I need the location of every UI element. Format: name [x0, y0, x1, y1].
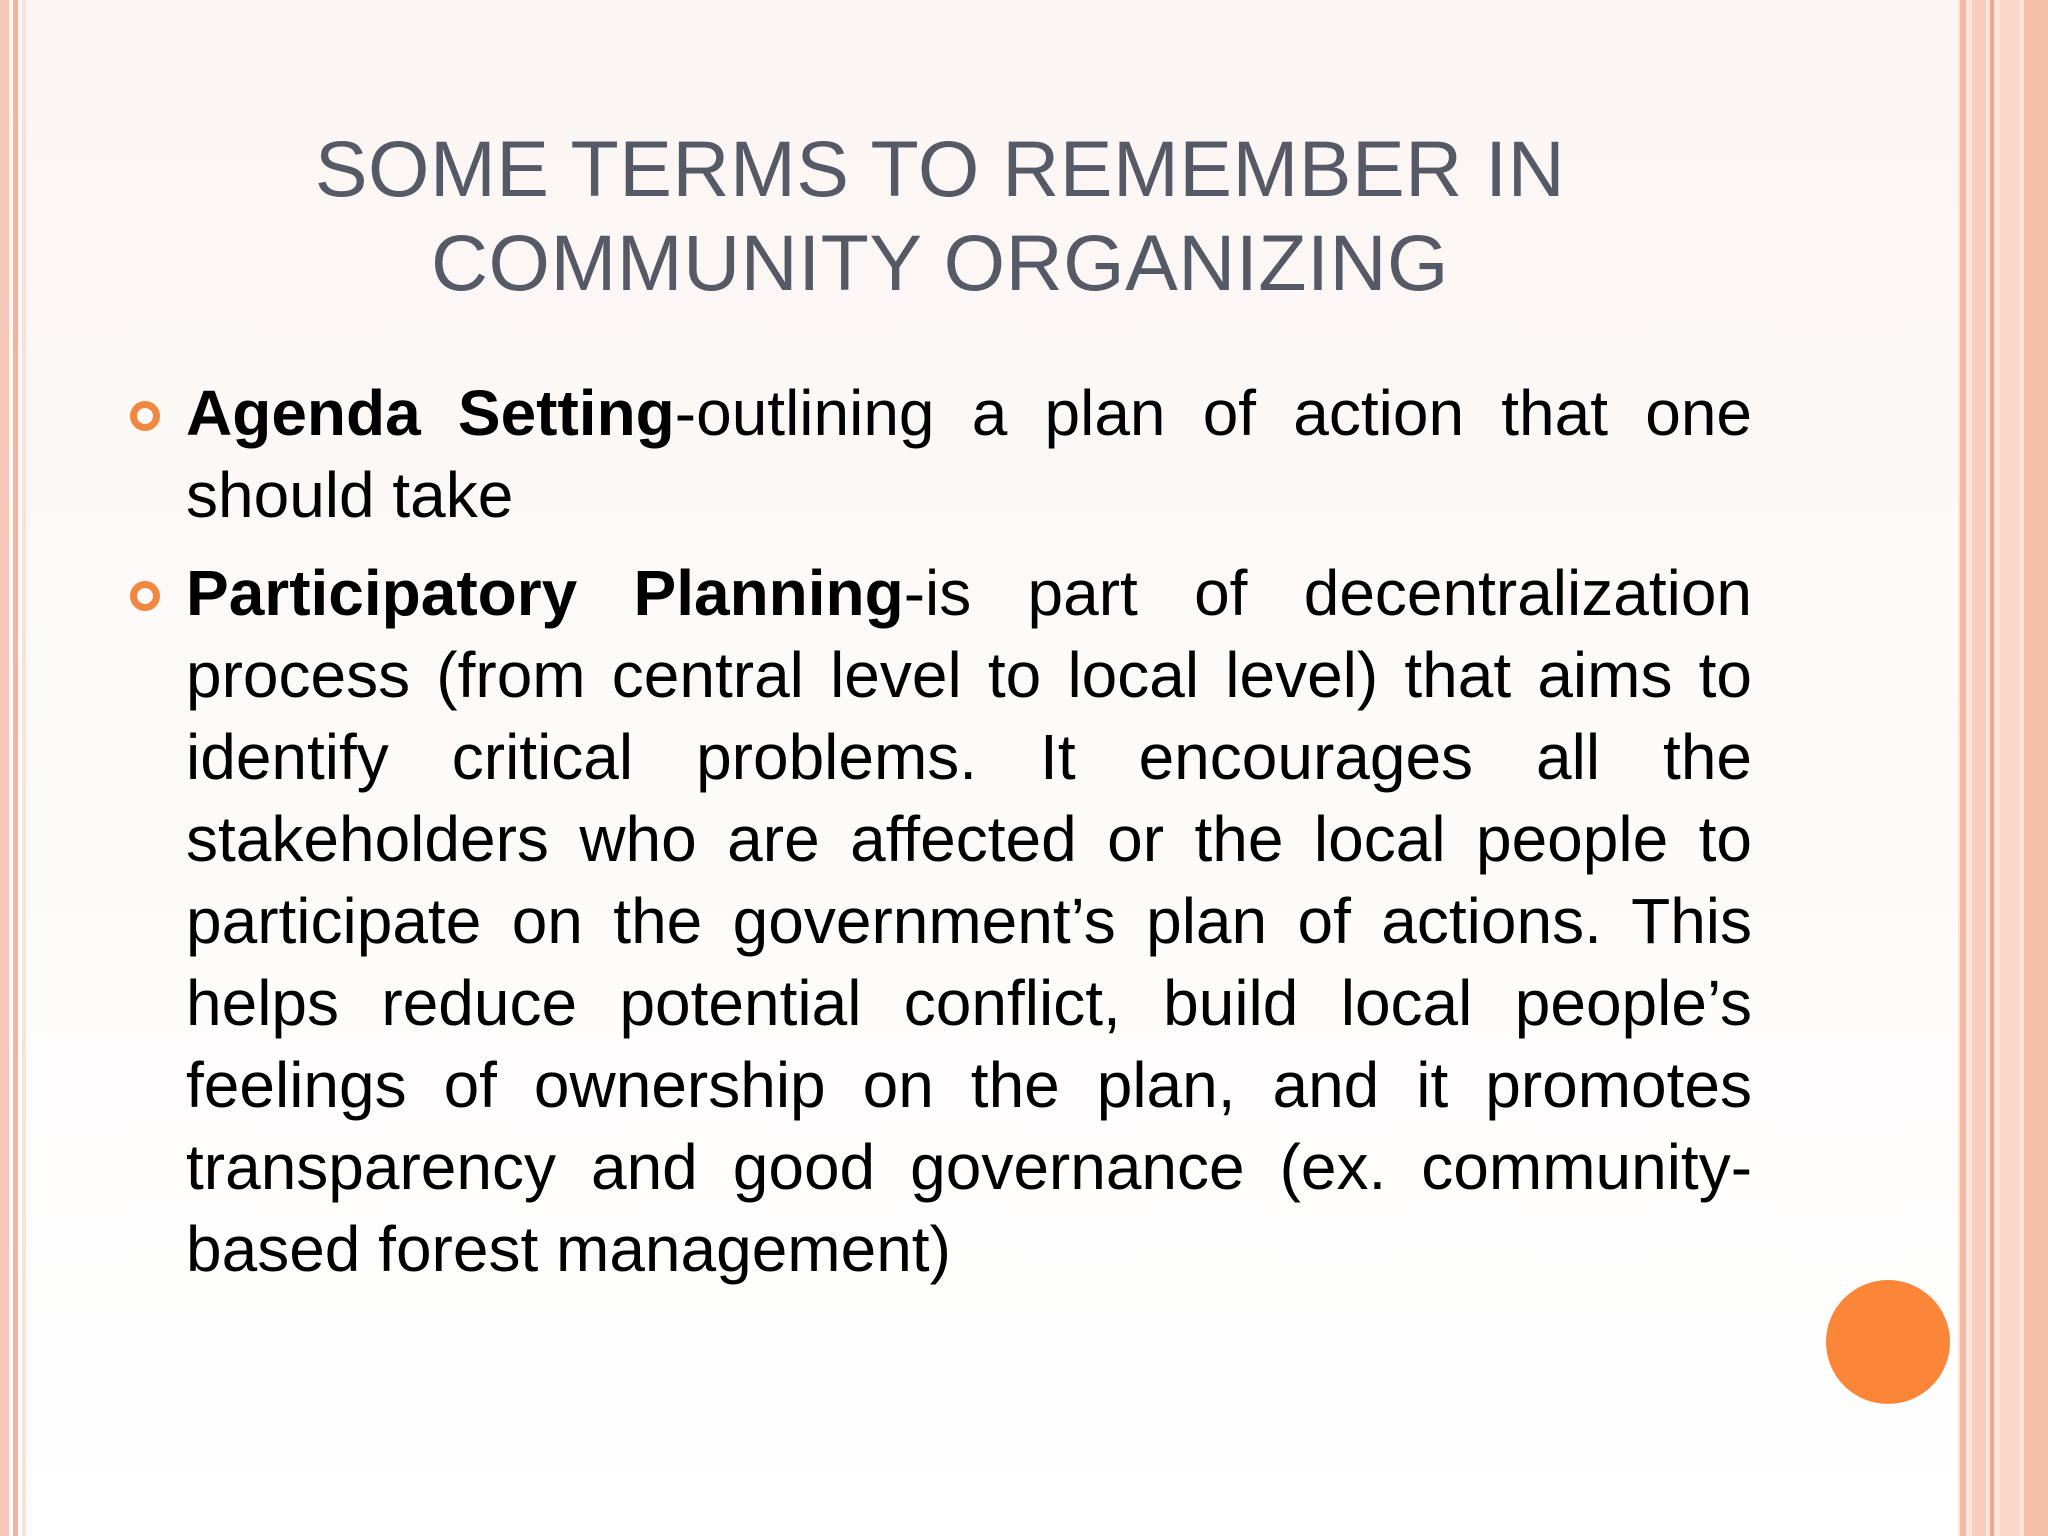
right-border-stripe — [2024, 0, 2048, 1536]
bullet-list — [130, 372, 1752, 1306]
term-agenda-setting: Agenda Setting — [186, 377, 675, 449]
right-border-stripe — [1990, 0, 1994, 1536]
left-border-stripe — [13, 0, 18, 1536]
ring-bullet-icon — [130, 401, 160, 431]
title-line-1: SOME TERMS TO REMEMBER IN — [314, 124, 1566, 213]
right-border-stripe — [1960, 0, 1966, 1536]
orange-circle-icon — [1826, 1280, 1950, 1404]
slide-title — [180, 122, 1700, 310]
definition-agenda-setting: -outlining a plan of action that one should take — [186, 377, 1753, 531]
left-border-stripe — [22, 0, 26, 1536]
right-border-stripe — [1972, 0, 1986, 1536]
title-line-2: COMMUNITY ORGANIZING — [431, 218, 1449, 307]
term-participatory-planning: Participatory Planning — [186, 557, 904, 629]
ring-bullet-icon — [130, 581, 160, 611]
list-item — [130, 372, 1752, 536]
definition-participatory-planning: -is part of decentralization process (from central level to local level) that aims to identify critical problems. It encourages all the stakeholders who are affected or the local people to participate on the government’s plan of actions. This helps reduce potential conflict, build local people’s feelings of ownership on the plan, and it promotes transparency and good governance (ex. community-based forest management) — [186, 557, 1752, 1285]
right-border-stripe — [2000, 0, 2020, 1536]
left-border-stripe — [0, 0, 9, 1536]
list-item — [130, 552, 1752, 1290]
